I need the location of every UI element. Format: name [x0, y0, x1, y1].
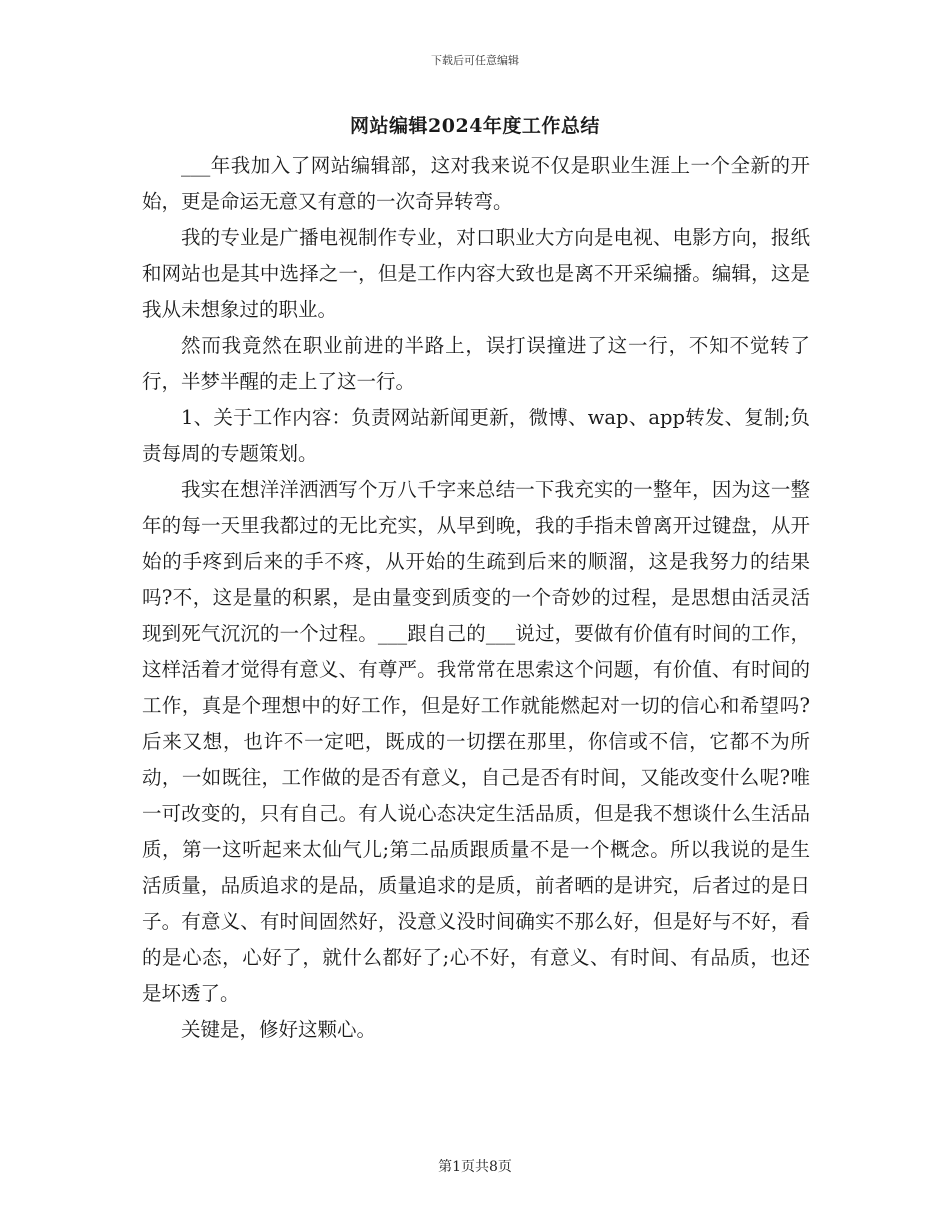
paragraph: 1、关于工作内容：负责网站新闻更新，微博、wap、app转发、复制;负责每周的专题策划。: [142, 406, 810, 465]
page-header: 下载后可任意编辑: [431, 54, 519, 67]
paragraph: 我实在想洋洋洒洒写个万八千字来总结一下我充实的一整年，因为这一整年的每一天里我都过的无比充实，从早到晚，我的手指未曾离开过键盘，从开始的手疼到后来的手不疼，从开始的生疏到后来的顺溜，这是我努力的结果吗?不，这是量的积累，是由量变到质变的一个奇妙的过程，是思想由活灵活现到死气沉沉的一个过程。___跟自己的___说过，要做有价值有时间的工作，这样活着才觉得有意义、有尊严。我常常在思索这个问题，有价值、有时间的工作，真是个理想中的好工作，但是好工作就能燃起对一切的信心和希望吗?后来又想，也许不一定吧，既成的一切摆在那里，你信或不信，它都不为所动，一如既往，工作做的是否有意义，自己是否有时间，又能改变什么呢?唯一可改变的，只有自己。有人说心态决定生活品质，但是我不想谈什么生活品质，第一这听起来太仙气儿;第二品质跟质量不是一个概念。所以我说的是生活质量，品质追求的是品，质量追求的是质，前者晒的是讲究，后者过的是日子。有意义、有时间固然好，没意义没时间确实不那么好，但是好与不好，看的是心态，心好了，就什么都好了;心不好，有意义、有时间、有品质，也还是坏透了。: [142, 478, 810, 1005]
paragraph: 然而我竟然在职业前进的半路上，误打误撞进了这一行，不知不觉转了行，半梦半醒的走上了这一行。: [142, 334, 810, 393]
document-title: 网站编辑2024年度工作总结: [350, 115, 600, 137]
paragraph: 我的专业是广播电视制作专业，对口职业大方向是电视、电影方向，报纸和网站也是其中选择之一，但是工作内容大致也是离不开采编播。编辑，这是我从未想象过的职业。: [142, 226, 810, 321]
paragraph: 关键是，修好这颗心。: [181, 1018, 377, 1041]
paragraph: ___年我加入了网站编辑部，这对我来说不仅是职业生涯上一个全新的开始，更是命运无意又有意的一次奇异转弯。: [142, 154, 810, 213]
page-number: 第1页共8页: [438, 1159, 512, 1175]
document-body: [142, 148, 810, 1048]
